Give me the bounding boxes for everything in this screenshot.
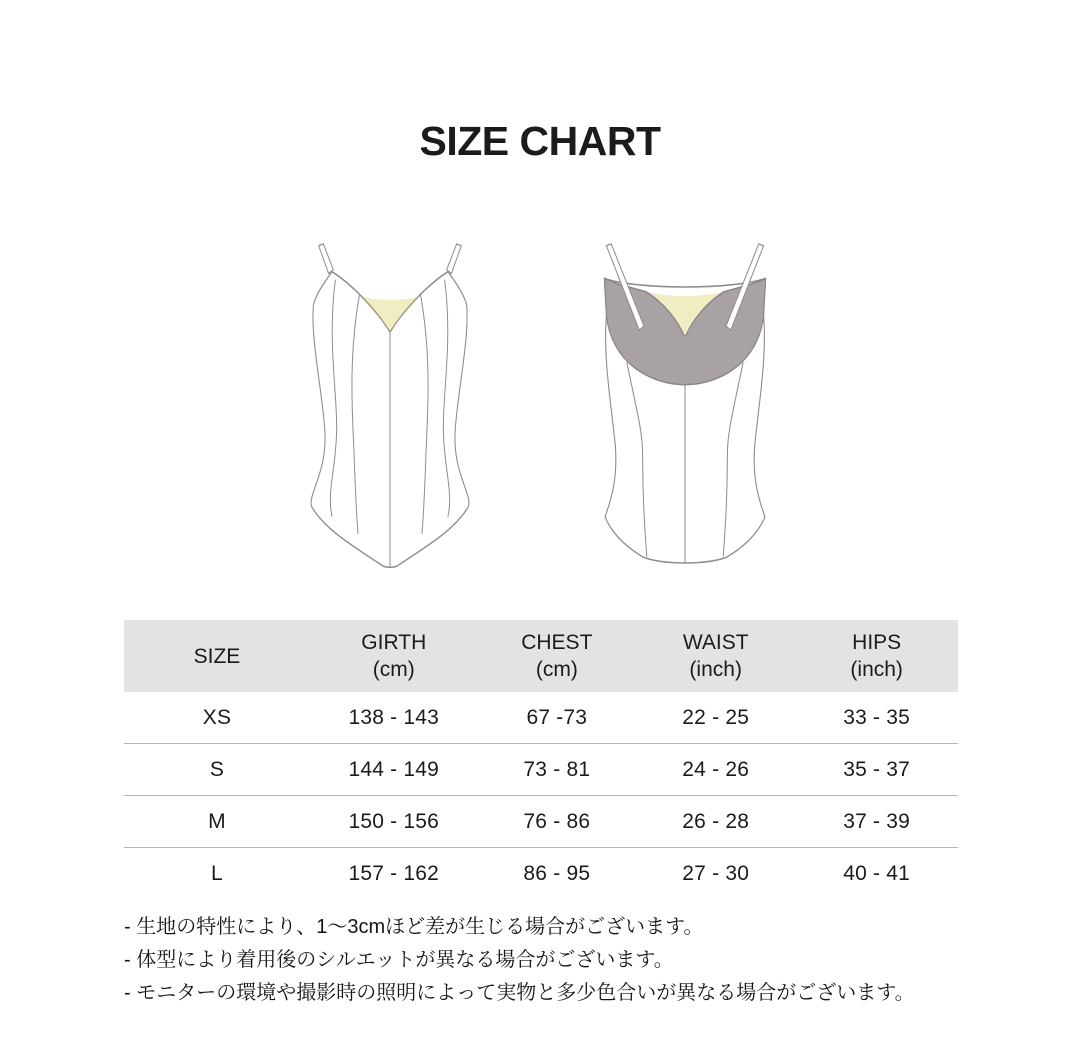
table-row-s: [124, 744, 958, 796]
size-cell: S: [124, 744, 310, 796]
column-unit: (cm): [535, 658, 578, 681]
column-header-girth: [310, 620, 478, 692]
girth-cell: 144 - 149: [310, 744, 478, 796]
footnote: - 生地の特性により、1〜3cmほど差が生じる場合がございます。: [124, 916, 704, 938]
page-title: SIZE CHART: [419, 118, 661, 164]
size-cell: L: [211, 861, 223, 885]
front-left-strap: [319, 244, 334, 274]
column-unit: (inch): [850, 658, 903, 681]
waist-cell: 26 - 28: [636, 796, 795, 848]
footnote: - モニターの環境や撮影時の照明によって実物と多少色合いが異なる場合がございます。: [124, 982, 915, 1004]
hips-cell: 33 - 35: [795, 692, 958, 744]
size-cell: M: [124, 796, 310, 848]
girth-cell: 150 - 156: [310, 796, 478, 848]
column-unit: (cm): [372, 658, 415, 681]
chest-cell: 76 - 86: [478, 796, 636, 848]
column-label: SIZE: [193, 644, 241, 668]
column-header-size: [124, 620, 310, 692]
leotard-front-illustration: [310, 240, 470, 585]
girth-cell: 138 - 143: [310, 692, 478, 744]
column-label: HIPS: [852, 631, 902, 654]
girth-cell: 157 - 162: [348, 861, 440, 885]
front-right-strap: [447, 244, 462, 274]
table-row-m: [124, 796, 958, 848]
size-table-header-row: [124, 620, 958, 692]
column-unit: (inch): [689, 658, 742, 681]
column-header-waist: [636, 620, 795, 692]
column-header-hips: [795, 620, 958, 692]
waist-cell: 24 - 26: [636, 744, 795, 796]
table-row-l: [124, 848, 958, 900]
hips-cell: 35 - 37: [795, 744, 958, 796]
waist-cell: 22 - 25: [636, 692, 795, 744]
product-illustrations: [0, 240, 1080, 585]
column-label: CHEST: [521, 631, 593, 654]
column-label: GIRTH: [361, 631, 427, 654]
chest-cell: 67 -73: [478, 692, 636, 744]
size-table: [124, 620, 958, 899]
footnotes: [124, 911, 1024, 1010]
leotard-back-illustration: [603, 240, 767, 585]
waist-cell: 27 - 30: [682, 861, 750, 885]
table-row-xs: [124, 692, 958, 744]
chest-cell: 73 - 81: [478, 744, 636, 796]
size-cell: XS: [124, 692, 310, 744]
column-label: WAIST: [682, 631, 749, 654]
column-header-chest: [478, 620, 636, 692]
hips-cell: 40 - 41: [843, 861, 911, 885]
footnote: - 体型により着用後のシルエットが異なる場合がございます。: [124, 949, 674, 971]
chest-cell: 86 - 95: [523, 861, 591, 885]
hips-cell: 37 - 39: [795, 796, 958, 848]
